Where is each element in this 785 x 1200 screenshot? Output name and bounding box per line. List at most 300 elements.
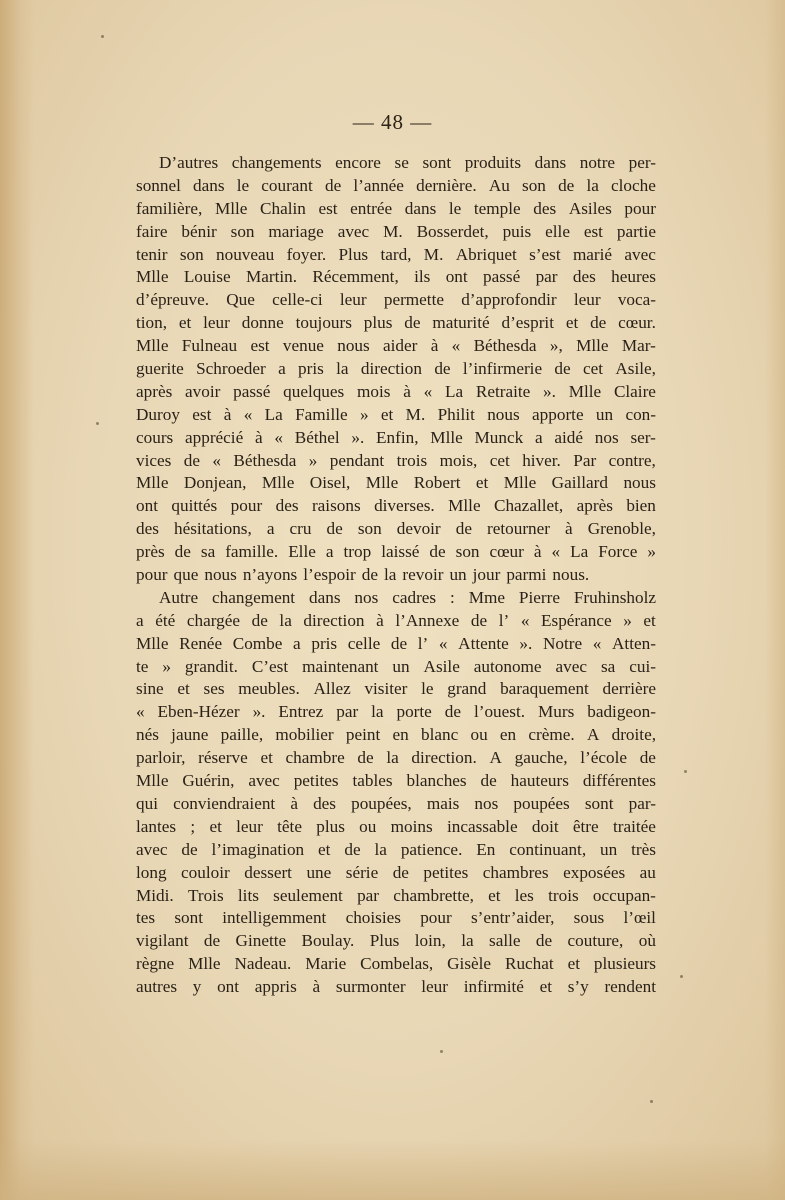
word: plusieurs	[593, 954, 656, 974]
text-line	[136, 816, 656, 839]
word: celle	[347, 633, 381, 653]
word: sont	[584, 793, 614, 813]
word: M.	[383, 221, 403, 241]
word: grandit.	[184, 656, 238, 676]
word: mois	[357, 381, 391, 401]
word: paille,	[220, 725, 264, 745]
word: blanc	[421, 725, 459, 745]
text-line	[136, 747, 656, 770]
word: de	[429, 542, 446, 562]
word: a	[136, 610, 144, 630]
word: «	[274, 427, 283, 447]
word: l’année	[353, 175, 404, 195]
word: de	[344, 839, 361, 859]
word: à	[312, 977, 321, 997]
word: plus	[316, 816, 345, 836]
word: mobilier	[275, 725, 334, 745]
word: Robert	[413, 473, 461, 493]
word: dans	[534, 153, 567, 172]
word: Chalin	[260, 198, 306, 218]
word: est	[250, 336, 270, 356]
word: et	[178, 313, 192, 333]
word: règne	[136, 954, 175, 974]
paper-speck	[684, 770, 687, 773]
word: le	[448, 198, 462, 218]
word: de	[390, 633, 408, 653]
text-line	[136, 793, 656, 816]
word: et	[488, 885, 501, 905]
word: leur	[339, 290, 367, 310]
word: Plus	[369, 931, 400, 951]
word: a	[293, 633, 301, 653]
word: Duroy	[136, 404, 180, 424]
paper-speck	[101, 35, 104, 38]
word: Renée	[179, 633, 223, 653]
word: jour	[472, 565, 501, 585]
word: «	[592, 633, 602, 653]
word: rendent	[604, 977, 656, 997]
word: Martin.	[245, 267, 298, 287]
word: la	[586, 175, 599, 195]
text-line	[136, 518, 656, 541]
word: Plus	[338, 244, 369, 264]
word: voca-	[617, 290, 656, 310]
word: de	[434, 359, 451, 379]
word: et	[475, 473, 489, 493]
paper-speck	[680, 975, 683, 978]
word: Par	[573, 450, 597, 470]
word: à	[430, 336, 439, 356]
word: les	[514, 885, 534, 905]
word: visiter	[364, 679, 408, 699]
word: peint	[345, 725, 381, 745]
word: familière,	[136, 198, 203, 218]
word: changements	[231, 153, 322, 172]
text-line	[136, 358, 656, 381]
text-line	[136, 976, 656, 999]
word: nous	[487, 404, 520, 424]
word: dans	[309, 587, 341, 607]
word: surmonter	[335, 977, 406, 997]
word: pendant	[329, 450, 385, 470]
word: exposées	[563, 862, 626, 882]
word: Donjean,	[183, 473, 247, 493]
word: Elle	[288, 542, 316, 562]
word: droite,	[611, 725, 656, 745]
word: nouveau	[216, 244, 275, 264]
text-line	[136, 335, 656, 358]
word: de	[392, 862, 409, 882]
word: autres	[136, 977, 178, 997]
text-line	[136, 495, 656, 518]
word: des	[533, 198, 557, 218]
word: par	[535, 267, 558, 287]
word: Ginette	[235, 931, 287, 951]
word: appris	[254, 977, 297, 997]
word: de	[404, 313, 421, 333]
word: «	[551, 542, 561, 562]
word: apporte	[532, 404, 584, 424]
word: patience.	[400, 839, 463, 859]
text-line	[136, 312, 656, 335]
word: Béthel	[294, 427, 340, 447]
paper-speck	[440, 1050, 443, 1053]
word: Boulay.	[301, 931, 355, 951]
word: Mlle	[365, 473, 399, 493]
word: Force	[598, 542, 638, 562]
word: Notre	[542, 633, 583, 653]
word: ils	[414, 267, 431, 287]
word: trois	[548, 885, 579, 905]
word: leur	[203, 313, 230, 333]
word: par-	[628, 793, 656, 813]
word: crème.	[528, 725, 575, 745]
word: Béthesda	[473, 336, 537, 356]
body-text	[136, 152, 656, 999]
word: tenir	[136, 244, 168, 264]
word: pour	[230, 496, 263, 516]
word: chambrette,	[393, 885, 474, 905]
word: la	[374, 839, 387, 859]
word: à	[290, 793, 298, 813]
word: en	[392, 725, 409, 745]
word: aidé	[554, 427, 584, 447]
word: cours	[136, 427, 174, 447]
word: maturité	[432, 313, 490, 333]
word: Murs	[537, 702, 575, 722]
word: famille.	[225, 542, 279, 562]
word: te	[136, 656, 149, 676]
word: maintenant	[302, 656, 379, 676]
word: intelligemment	[222, 908, 327, 928]
word: et	[318, 839, 331, 859]
word: ont	[445, 267, 468, 287]
word: nos	[354, 587, 379, 607]
word: ou	[359, 816, 377, 836]
word: tête	[277, 816, 302, 836]
word: être	[572, 816, 599, 836]
word: à	[533, 542, 542, 562]
word: Gaillard	[551, 473, 608, 493]
word: ».	[351, 427, 365, 447]
word: est	[583, 221, 603, 241]
word: de	[324, 175, 342, 195]
word: nous	[623, 473, 656, 493]
word: passé	[483, 267, 521, 287]
word: Bosserdet,	[416, 221, 489, 241]
word: A	[586, 725, 600, 745]
word: parmi	[506, 565, 547, 585]
text-line	[136, 427, 656, 450]
word: heures	[611, 267, 656, 287]
word: dessert	[244, 862, 292, 882]
word: dans	[193, 175, 225, 195]
word: des	[136, 519, 159, 539]
word: où	[638, 931, 656, 951]
word: grand	[447, 679, 487, 699]
word: mais	[426, 793, 460, 813]
word: quelques	[283, 381, 345, 401]
word: mois,	[439, 450, 478, 470]
word: La	[264, 404, 283, 424]
word: et	[565, 313, 579, 333]
word: cet	[582, 359, 604, 379]
word: ».	[252, 702, 266, 722]
word: d’approfondir	[461, 290, 557, 310]
word: sonnel	[136, 175, 181, 195]
text-line	[136, 244, 656, 267]
word: Louise	[183, 267, 231, 287]
word: La	[570, 542, 589, 562]
word: a	[534, 427, 543, 447]
word: Ruchat	[504, 954, 554, 974]
word: Combe	[232, 633, 283, 653]
text-line	[136, 266, 656, 289]
word: »	[359, 404, 369, 424]
word: et	[260, 748, 273, 768]
word: puis	[502, 221, 532, 241]
word: Pierre	[518, 587, 560, 607]
word: La	[444, 381, 464, 401]
word: Béthesda	[233, 450, 297, 470]
word: Mlle	[568, 381, 602, 401]
word: l’école	[580, 748, 628, 768]
word: Munck	[474, 427, 524, 447]
word: n’ayons	[242, 565, 298, 585]
word: petites	[423, 862, 469, 882]
word: cœur.	[618, 313, 656, 333]
text-line	[136, 175, 656, 198]
word: de	[470, 610, 488, 630]
text-line	[136, 450, 656, 473]
word: différentes	[582, 771, 656, 791]
word: plus	[363, 313, 393, 333]
word: »	[162, 656, 171, 676]
text-line	[136, 907, 656, 930]
word: mariage	[268, 221, 324, 241]
word: à	[565, 519, 573, 539]
word: lantes	[136, 816, 177, 836]
word: long	[136, 862, 167, 882]
word: M.	[405, 404, 426, 424]
word: y	[192, 977, 202, 997]
word: Marie	[305, 954, 347, 974]
word: infirmité	[463, 977, 524, 997]
word: Retraite	[475, 381, 531, 401]
word: choisies	[345, 908, 401, 928]
text-line	[136, 930, 656, 953]
word: sa	[200, 542, 216, 562]
word: un	[392, 656, 410, 676]
word: Mlle	[448, 496, 481, 516]
word: passé	[233, 381, 271, 401]
word: avec	[248, 771, 280, 791]
word: est	[318, 198, 338, 218]
word: Au	[488, 175, 510, 195]
word: a	[266, 519, 275, 539]
word: son	[230, 221, 255, 241]
word: de	[174, 542, 191, 562]
word: occupan-	[592, 885, 656, 905]
word: est	[192, 404, 212, 424]
word: donne	[241, 313, 284, 333]
word: »	[647, 542, 656, 562]
word: Asile	[423, 656, 460, 676]
word: la	[371, 702, 384, 722]
text-line	[136, 862, 656, 885]
word: Famille	[295, 404, 348, 424]
word: et	[380, 404, 394, 424]
word: porte	[396, 702, 432, 722]
word: qui	[136, 793, 158, 813]
word: direction	[360, 359, 422, 379]
word: Mlle	[136, 336, 169, 356]
word: Mlle	[261, 473, 295, 493]
word: l’	[498, 610, 510, 630]
text-line	[136, 678, 656, 701]
word: conviendraient	[173, 793, 276, 813]
word: ».	[543, 381, 556, 401]
word: Asile,	[615, 359, 656, 379]
word: Atten-	[612, 633, 656, 653]
word: très	[631, 839, 656, 859]
word: Récemment,	[312, 267, 399, 287]
word: avec	[555, 656, 587, 676]
word: tables	[352, 771, 393, 791]
word: celle-ci	[272, 290, 323, 310]
text-line	[136, 633, 656, 656]
word: Mlle	[136, 473, 169, 493]
word: à	[403, 381, 411, 401]
word: Fulneau	[181, 336, 238, 356]
word: de	[480, 771, 497, 791]
word: traitée	[612, 816, 656, 836]
word: Autre	[159, 587, 199, 607]
word: et	[567, 954, 580, 974]
word: revoir	[402, 565, 444, 585]
word: la	[336, 359, 349, 379]
word: un	[595, 404, 614, 424]
word: Abriquet	[455, 244, 517, 264]
word: que	[173, 565, 199, 585]
word: Philit	[437, 404, 475, 424]
word: avec	[337, 221, 370, 241]
word: chambres	[482, 862, 549, 882]
word: chambre	[285, 748, 345, 768]
word: tard,	[380, 244, 412, 264]
word: D’autres	[159, 153, 219, 172]
word: Guérin,	[182, 771, 235, 791]
word: pris	[298, 359, 324, 379]
word: cru	[289, 519, 312, 539]
word: de	[554, 359, 571, 379]
text-line	[136, 885, 656, 908]
word: Mlle	[188, 954, 221, 974]
word: nous.	[552, 565, 590, 585]
word: couture,	[567, 931, 624, 951]
word: »	[308, 450, 318, 470]
word: entrée	[350, 198, 393, 218]
word: partie	[616, 221, 656, 241]
word: C’est	[251, 656, 289, 676]
word: s’y	[567, 977, 589, 997]
word: de	[203, 931, 221, 951]
word: l’Annexe	[395, 610, 460, 630]
word: Mlle	[214, 198, 248, 218]
word: Fruhinsholz	[573, 587, 656, 607]
word: d’esprit	[501, 313, 554, 333]
word: tes	[136, 908, 156, 928]
word: vices	[136, 450, 172, 470]
word: de	[455, 519, 472, 539]
word: «	[520, 610, 530, 630]
text-line	[136, 289, 656, 312]
word: bénir	[181, 221, 217, 241]
word: «	[438, 633, 448, 653]
word: Attente	[458, 633, 509, 653]
text-line	[136, 724, 656, 747]
word: A	[489, 748, 502, 768]
word: meubles.	[238, 679, 300, 699]
text-line	[136, 198, 656, 221]
paper-speck	[650, 1100, 653, 1103]
word: permette	[383, 290, 444, 310]
word: avec	[624, 244, 656, 264]
page-left-edge-shading	[0, 0, 34, 1200]
text-line	[136, 152, 656, 175]
word: ».	[519, 633, 533, 653]
word: bien	[626, 496, 656, 516]
word: dans	[404, 198, 437, 218]
word: laissé	[381, 542, 420, 562]
word: de	[357, 748, 374, 768]
word: de	[444, 702, 461, 722]
text-line	[136, 770, 656, 793]
word: badigeon-	[587, 702, 656, 722]
word: à	[254, 427, 263, 447]
word: nos	[474, 793, 499, 813]
word: blanches	[406, 771, 467, 791]
word: avec	[136, 839, 168, 859]
word: tion,	[136, 313, 168, 333]
word: per-	[628, 153, 656, 172]
word: été	[155, 610, 176, 630]
word: diverses.	[374, 496, 435, 516]
word: l’	[417, 633, 429, 653]
word: le	[421, 679, 434, 699]
word: de	[558, 175, 575, 195]
word: près	[136, 542, 165, 562]
word: poupées	[513, 793, 570, 813]
word: incassable	[446, 816, 518, 836]
word: après	[136, 381, 173, 401]
word: ont	[136, 496, 158, 516]
word: Chazallet,	[494, 496, 564, 516]
word: son	[357, 519, 382, 539]
word: Allez	[313, 679, 351, 699]
word: venue	[282, 336, 324, 356]
word: sine	[136, 679, 164, 699]
word: «	[451, 336, 461, 356]
word: apprécié	[185, 427, 244, 447]
word: contre,	[608, 450, 656, 470]
word: des	[275, 496, 299, 516]
word: au	[639, 862, 656, 882]
word: l’ouest.	[473, 702, 526, 722]
word: la	[386, 748, 399, 768]
word: par	[336, 702, 359, 722]
word: Schroeder	[196, 359, 266, 379]
